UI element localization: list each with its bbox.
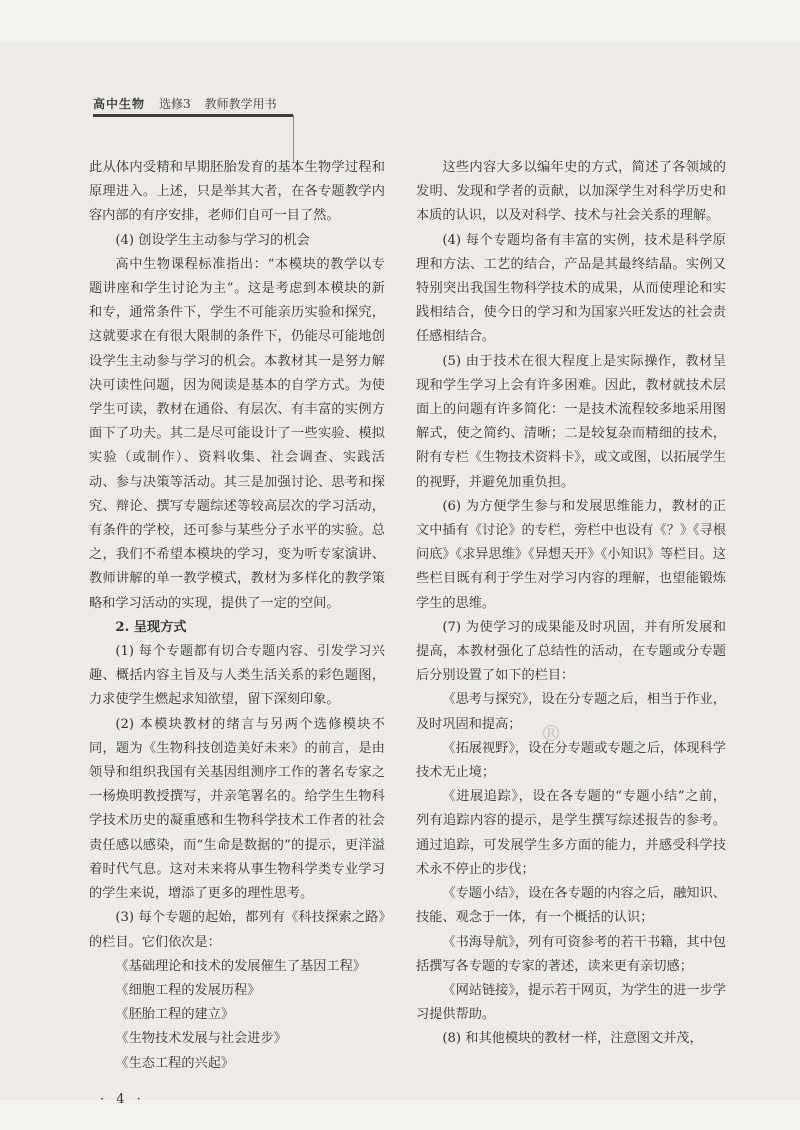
right-paragraph: 《进展追踪》，设在各专题的“专题小结”之前，列有追踪内容的提示，是学生撰写综述报告的参考。通过追踪，可发展学生多方面的能力，并感受科学技术永不停止的步伐； (416, 789, 726, 877)
left-column (89, 156, 385, 1076)
left-paragraph: 此从体内受精和早期胚胎发育的基本生物学过程和原理进入。上述，只是举其大者，在各专题教学内容内部的有序安排，老师们自可一目了然。 (89, 160, 385, 224)
left-paragraph: (2) 本模块教材的绪言与另两个选修模块不同，题为《生物科技创造美好未来》的前言，是由领导和组织我国有关基因组测序工作的著名专家之一杨焕明教授撰写，并亲笔署名的。给学生生物科学技术历史的凝重感和生物科学技术工作者的社会责任感以感染，而“生命是数据的”的提示，更洋溢着时代气息。这对未来将从事生物科学类专业学习的学生来说，增添了更多的理性思考。 (89, 716, 385, 902)
left-paragraph: (4) 创设学生主动参与学习的机会 (115, 232, 310, 248)
document-page (0, 42, 800, 1107)
running-header (93, 90, 733, 112)
left-paragraph: 《生物技术发展与社会进步》 (115, 1031, 287, 1047)
right-paragraph: 《思考与探究》，设在分专题之后，相当于作业，及时巩固和提高； (416, 692, 726, 732)
right-paragraph: (6) 为方便学生参与和发展思维能力，教材的正文中插有《讨论》的专栏，旁栏中也设有《？》《寻根问底》《求异思维》《异想天开》《小知识》等栏目。这些栏目既有利于学生对学习内容的理解，也望能锻炼学生的思维。 (416, 498, 726, 611)
header-module: 选修3 (159, 97, 191, 111)
header-book-title: 高中生物 (93, 97, 146, 111)
left-paragraph: 高中生物课程标准指出：“本模块的教学以专题讲座和学生讨论为主”。这是考虑到本模块的新和专，通常条件下，学生不可能亲历实验和探究，这就要求在有很大限制的条件下，仍能尽可能地创设学生主动参与学习的机会。本教材其一是努力解决可读性问题，因为阅读是基本的自学方式。为使学生可读，教材在通俗、有层次、有丰富的实例方面下了功夫。其二是尽可能设计了一些实验、模拟实验（或制作）、资料收集、社会调查、实践活动、参与决策等活动。其三是加强讨论、思考和探究、辩论、撰写专题综述等较高层次的学习活动，有条件的学校，还可参与某些分子水平的实验。总之，我们不希望本模块的学习，变为听专家演讲、教师讲解的单一教学模式，教材为多样化的教学策略和学习活动的实现，提供了一定的空间。 (89, 256, 385, 611)
left-paragraph: 《胚胎工程的建立》 (115, 1007, 235, 1023)
right-paragraph: 《拓展视野》，设在分专题或专题之后，体现科学技术无止境； (416, 740, 726, 781)
left-paragraph: (1) 每个专题都有切合专题内容、引发学习兴趣、概括内容主旨及与人类生活关系的彩色题图，力求使学生燃起求知欲望，留下深刻印象。 (89, 644, 385, 708)
left-paragraph: 《细胞工程的发展历程》 (115, 982, 261, 998)
right-paragraph: 《专题小结》，设在各专题的内容之后，融知识、技能、观念于一体，有一个概括的认识； (416, 886, 726, 926)
header-rule (93, 114, 293, 117)
registered-mark: ® (540, 722, 562, 747)
header-kind: 教师教学用书 (204, 97, 277, 111)
right-paragraph: (8) 和其他模块的教材一样，注意图文并茂， (442, 1031, 703, 1047)
right-paragraph: 《网站链接》，提示若干网页，为学生的进一步学习提供帮助。 (416, 982, 726, 1023)
right-paragraph: (7) 为使学习的成果能及时巩固，并有所发展和提高，本教材强化了总结性的活动，在专题或分专题后分别设置了如下的栏目： (416, 619, 726, 684)
right-paragraph: 《书海导航》，列有可资参考的若干书籍，其中包括撰写各专题的专家的著述，读来更有亲切感； (416, 934, 726, 974)
right-paragraph: (4) 每个专题均备有丰富的实例，技术是科学原理和方法、工艺的结合，产品是其最终结晶。实例又特别突出我国生物科学技术的成果，从而使理论和实践相结合，使今日的学习和为国家兴旺发达的社会责任感相结合。 (416, 232, 726, 345)
left-paragraph: 《基础理论和技术的发展催生了基因工程》 (115, 958, 366, 974)
right-paragraph: (5) 由于技术在很大程度上是实际操作，教材呈现和学生学习上会有许多困难。因此，教材就技术层面上的问题有许多简化：一是技术流程较多地采用图解式，使之简约、清晰；二是较复杂而精细的技术，附有专栏《生物技术资料卡》，或文或图，以拓展学生的视野，并避免加重负担。 (416, 353, 726, 490)
page-number: · 4 · (100, 1092, 145, 1107)
right-paragraph: 这些内容大多以编年史的方式，简述了各领域的发明、发现和学者的贡献，以加深学生对科学历史和本质的认识，以及对科学、技术与社会关系的理解。 (416, 160, 726, 224)
left-paragraph: 2. 呈现方式 (115, 619, 187, 635)
left-paragraph: (3) 每个专题的起始，都列有《科技探索之路》的栏目。它们依次是： (89, 910, 385, 950)
right-column (416, 156, 726, 1052)
left-paragraph: 《生态工程的兴起》 (115, 1055, 235, 1071)
